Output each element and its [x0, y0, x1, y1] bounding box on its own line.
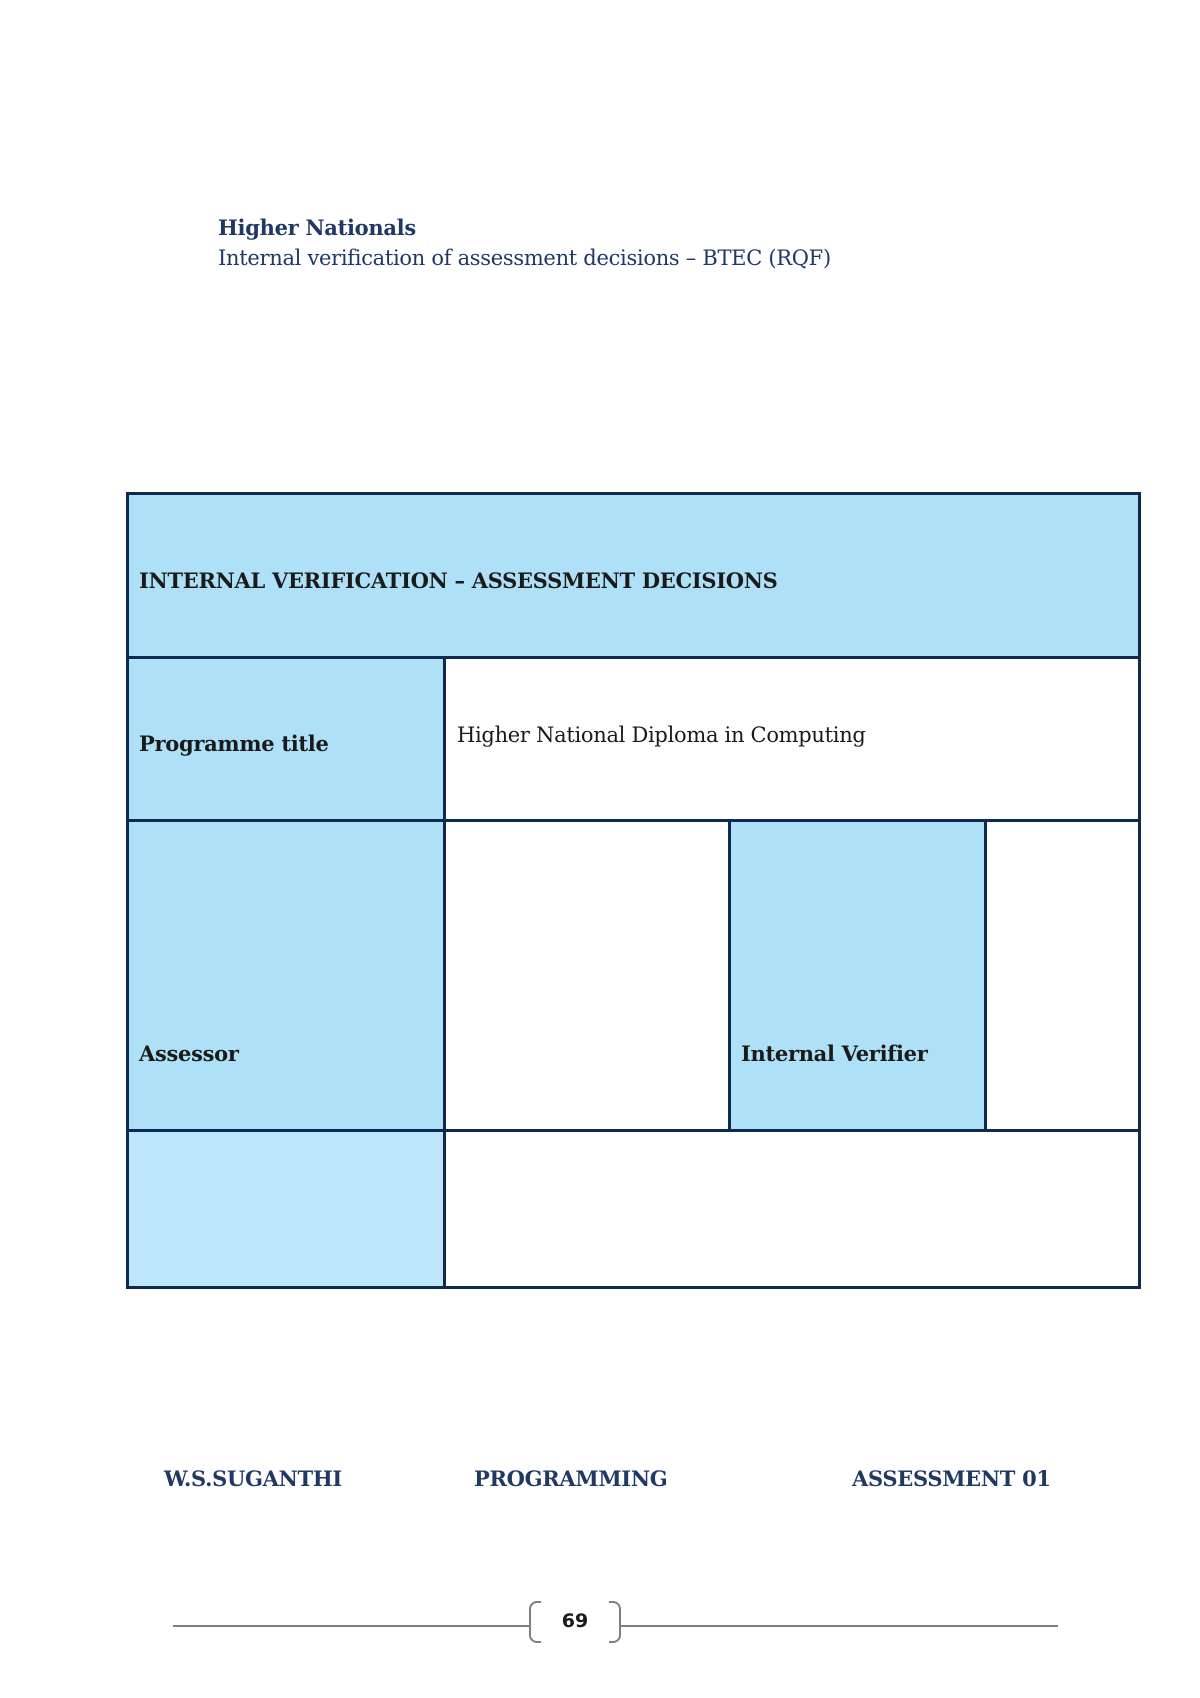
document-subtitle: Internal verification of assessment decisions – BTEC (RQF) [218, 246, 831, 270]
form-heading: INTERNAL VERIFICATION – ASSESSMENT DECISIONS [139, 568, 778, 593]
page-number-box [529, 1601, 621, 1645]
document-header [218, 213, 831, 273]
assessor-label: Assessor [139, 1041, 239, 1066]
internal-verifier-label: Internal Verifier [741, 1041, 928, 1066]
programme-title-label: Programme title [139, 731, 329, 756]
page-number: 69 [561, 1610, 589, 1632]
internal-verifier-label-cell [731, 822, 987, 1132]
programme-title-label-cell [129, 659, 446, 822]
assessor-label-cell [129, 822, 446, 1132]
document-title: Higher Nationals [218, 215, 416, 240]
assessor-value-cell[interactable] [446, 822, 731, 1132]
programme-title-value-cell[interactable] [446, 659, 1138, 822]
form-heading-cell [129, 495, 1138, 659]
internal-verifier-value-cell[interactable] [987, 822, 1138, 1132]
row4-label-cell [129, 1132, 446, 1286]
verification-form-table [126, 492, 1141, 1289]
footer-author: W.S.SUGANTHI [164, 1466, 342, 1491]
footer-assessment: ASSESSMENT 01 [852, 1466, 1051, 1491]
programme-title-value: Higher National Diploma in Computing [457, 723, 866, 747]
footer-module: PROGRAMMING [474, 1466, 668, 1491]
row4-value-cell[interactable] [446, 1132, 1138, 1286]
